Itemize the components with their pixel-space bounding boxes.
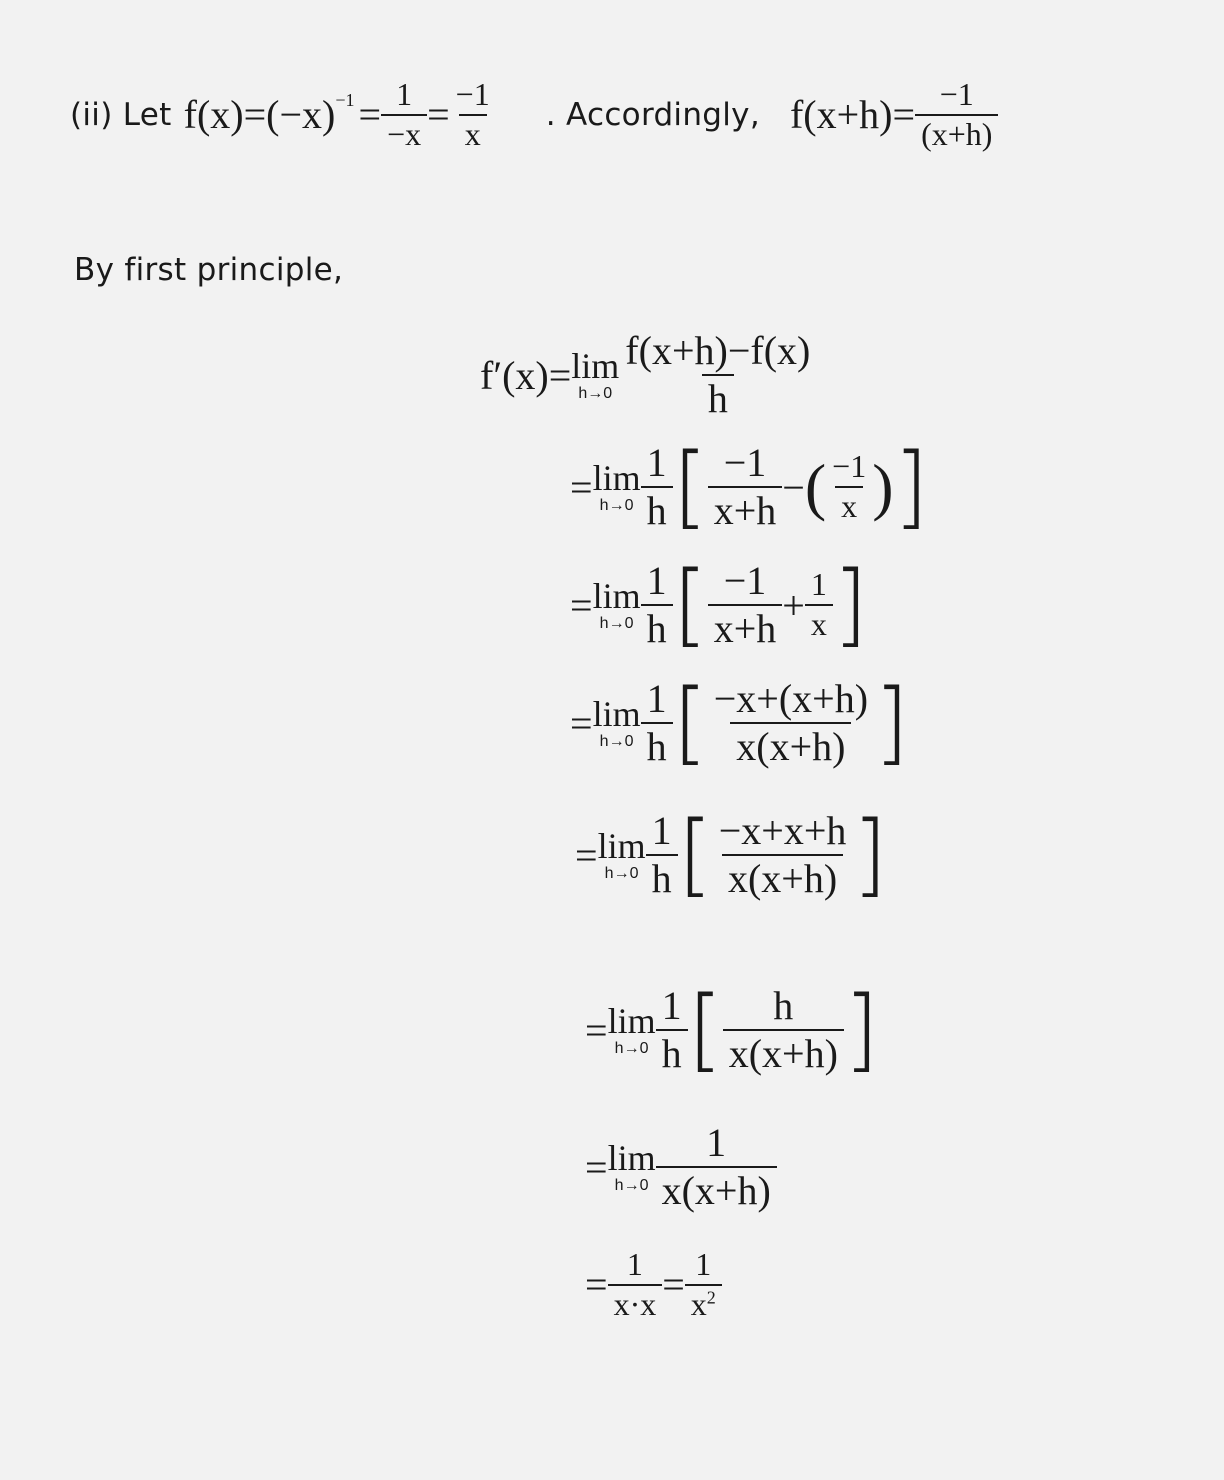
right-bracket: ]	[874, 670, 910, 775]
equals: =	[427, 92, 450, 138]
first-principle-heading: By first principle,	[74, 252, 344, 288]
fx-definition: f(x)=(−x)	[183, 92, 336, 138]
denominator: x	[805, 604, 833, 642]
accordingly-text: . Accordingly,	[545, 96, 760, 133]
lim-subscript: h→0	[599, 497, 634, 514]
equals: =	[585, 1007, 608, 1053]
combined-fraction	[708, 678, 874, 768]
step-2	[570, 552, 868, 657]
lim-word: lim	[592, 458, 641, 498]
numerator: −x+(x+h)	[713, 676, 869, 721]
numerator: 1	[646, 558, 667, 603]
numerator: 1	[646, 440, 667, 485]
one-over-h	[656, 985, 688, 1075]
equals: =	[570, 582, 593, 628]
numerator: −x+x+h	[718, 808, 847, 853]
limit	[608, 1003, 656, 1057]
limit	[593, 578, 641, 632]
lim-subscript: h→0	[604, 865, 639, 882]
limit	[593, 460, 641, 514]
left-bracket: [	[672, 670, 708, 775]
denominator: h	[641, 722, 673, 768]
lim-word: lim	[597, 826, 646, 866]
exponent: −1	[335, 90, 355, 111]
step-7	[585, 1248, 722, 1321]
denominator: x(x+h)	[656, 1166, 777, 1212]
exponent: 2	[706, 1286, 716, 1307]
numerator: 1	[646, 676, 667, 721]
intro-line	[70, 78, 998, 151]
equals: =	[575, 832, 598, 878]
minus: −	[782, 464, 805, 510]
intro-label: (ii) Let	[70, 96, 172, 133]
equals: =	[585, 1262, 608, 1308]
limit	[593, 696, 641, 750]
fraction-1-over-x-squared	[685, 1248, 722, 1321]
right-bracket: ]	[893, 434, 929, 539]
step-6	[585, 1122, 777, 1212]
denominator: h	[641, 486, 673, 532]
denominator: −x	[381, 114, 427, 152]
numerator: 1	[695, 1246, 712, 1282]
denominator: h	[656, 1029, 688, 1075]
lim-word: lim	[592, 694, 641, 734]
one-over-h	[646, 810, 678, 900]
derivative-lhs: f′(x)=	[480, 352, 572, 398]
lim-word: lim	[592, 576, 641, 616]
fraction-neg1-over-xh	[915, 78, 998, 151]
left-bracket: [	[672, 434, 708, 539]
numerator: 1	[661, 983, 682, 1028]
fraction-neg1-over-x	[450, 78, 496, 151]
denominator: x+h	[708, 604, 783, 650]
lim-word: lim	[607, 1138, 656, 1178]
fraction-1-over-x	[805, 568, 833, 641]
limit	[608, 1140, 656, 1194]
numerator: 1	[626, 1246, 643, 1282]
left-bracket: [	[687, 977, 723, 1082]
denominator: x	[459, 114, 487, 152]
denominator: x·x	[608, 1284, 663, 1322]
equals: =	[570, 700, 593, 746]
denominator: x+h	[708, 486, 783, 532]
lim-subscript: h→0	[599, 733, 634, 750]
denominator	[685, 1284, 722, 1322]
equals: =	[585, 1144, 608, 1190]
lim-subscript: h→0	[578, 385, 613, 402]
base: x	[690, 1285, 707, 1322]
numerator: −1	[723, 558, 767, 603]
denominator: h	[702, 374, 734, 420]
numerator: 1	[396, 76, 413, 112]
denominator: x(x+h)	[723, 1029, 844, 1075]
right-paren: )	[872, 451, 894, 522]
numerator: −1	[455, 76, 490, 112]
fraction-neg1-over-xh	[708, 560, 783, 650]
numerator: −1	[723, 440, 767, 485]
step-3	[570, 670, 910, 775]
numerator: 1	[651, 808, 672, 853]
equals: =	[570, 464, 593, 510]
denominator: x(x+h)	[722, 854, 843, 900]
limit	[571, 348, 619, 402]
expanded-fraction	[713, 810, 853, 900]
plus: +	[782, 582, 805, 628]
denominator: (x+h)	[915, 114, 998, 152]
denominator: h	[641, 604, 673, 650]
simplified-fraction	[723, 985, 844, 1075]
one-over-h	[641, 442, 673, 532]
reduced-fraction	[656, 1122, 777, 1212]
numerator: 1	[810, 566, 827, 603]
equals: =	[662, 1262, 685, 1308]
one-over-h	[641, 678, 673, 768]
numerator: f(x+h)−f(x)	[625, 328, 811, 373]
numerator: −1	[939, 76, 974, 112]
denominator: x(x+h)	[730, 722, 851, 768]
numerator: h	[773, 983, 794, 1028]
lim-subscript: h→0	[614, 1040, 649, 1057]
denominator: h	[646, 854, 678, 900]
step-4	[575, 802, 888, 907]
fraction-1-over-x-dot-x	[608, 1248, 663, 1321]
right-bracket: ]	[832, 552, 868, 657]
denominator: x	[835, 486, 863, 524]
lim-subscript: h→0	[614, 1177, 649, 1194]
left-bracket: [	[672, 552, 708, 657]
step-0	[480, 330, 816, 420]
fraction-neg1-over-x	[826, 450, 872, 523]
equals: =	[358, 92, 382, 138]
numerator: 1	[706, 1120, 727, 1165]
right-bracket: ]	[843, 977, 880, 1082]
lim-subscript: h→0	[599, 615, 634, 632]
one-over-h	[641, 560, 673, 650]
fraction-1-over-neg-x	[381, 78, 427, 151]
left-paren: (	[804, 451, 827, 522]
fxh-lhs: f(x+h)=	[789, 92, 916, 138]
left-bracket: [	[677, 802, 713, 907]
numerator: −1	[832, 448, 867, 485]
step-5	[585, 977, 880, 1082]
difference-quotient	[619, 330, 816, 420]
limit	[598, 828, 646, 882]
step-1	[570, 434, 929, 539]
lim-word: lim	[607, 1001, 656, 1041]
fraction-neg1-over-xh	[708, 442, 783, 532]
right-bracket: ]	[852, 802, 888, 907]
lim-word: lim	[571, 346, 620, 386]
